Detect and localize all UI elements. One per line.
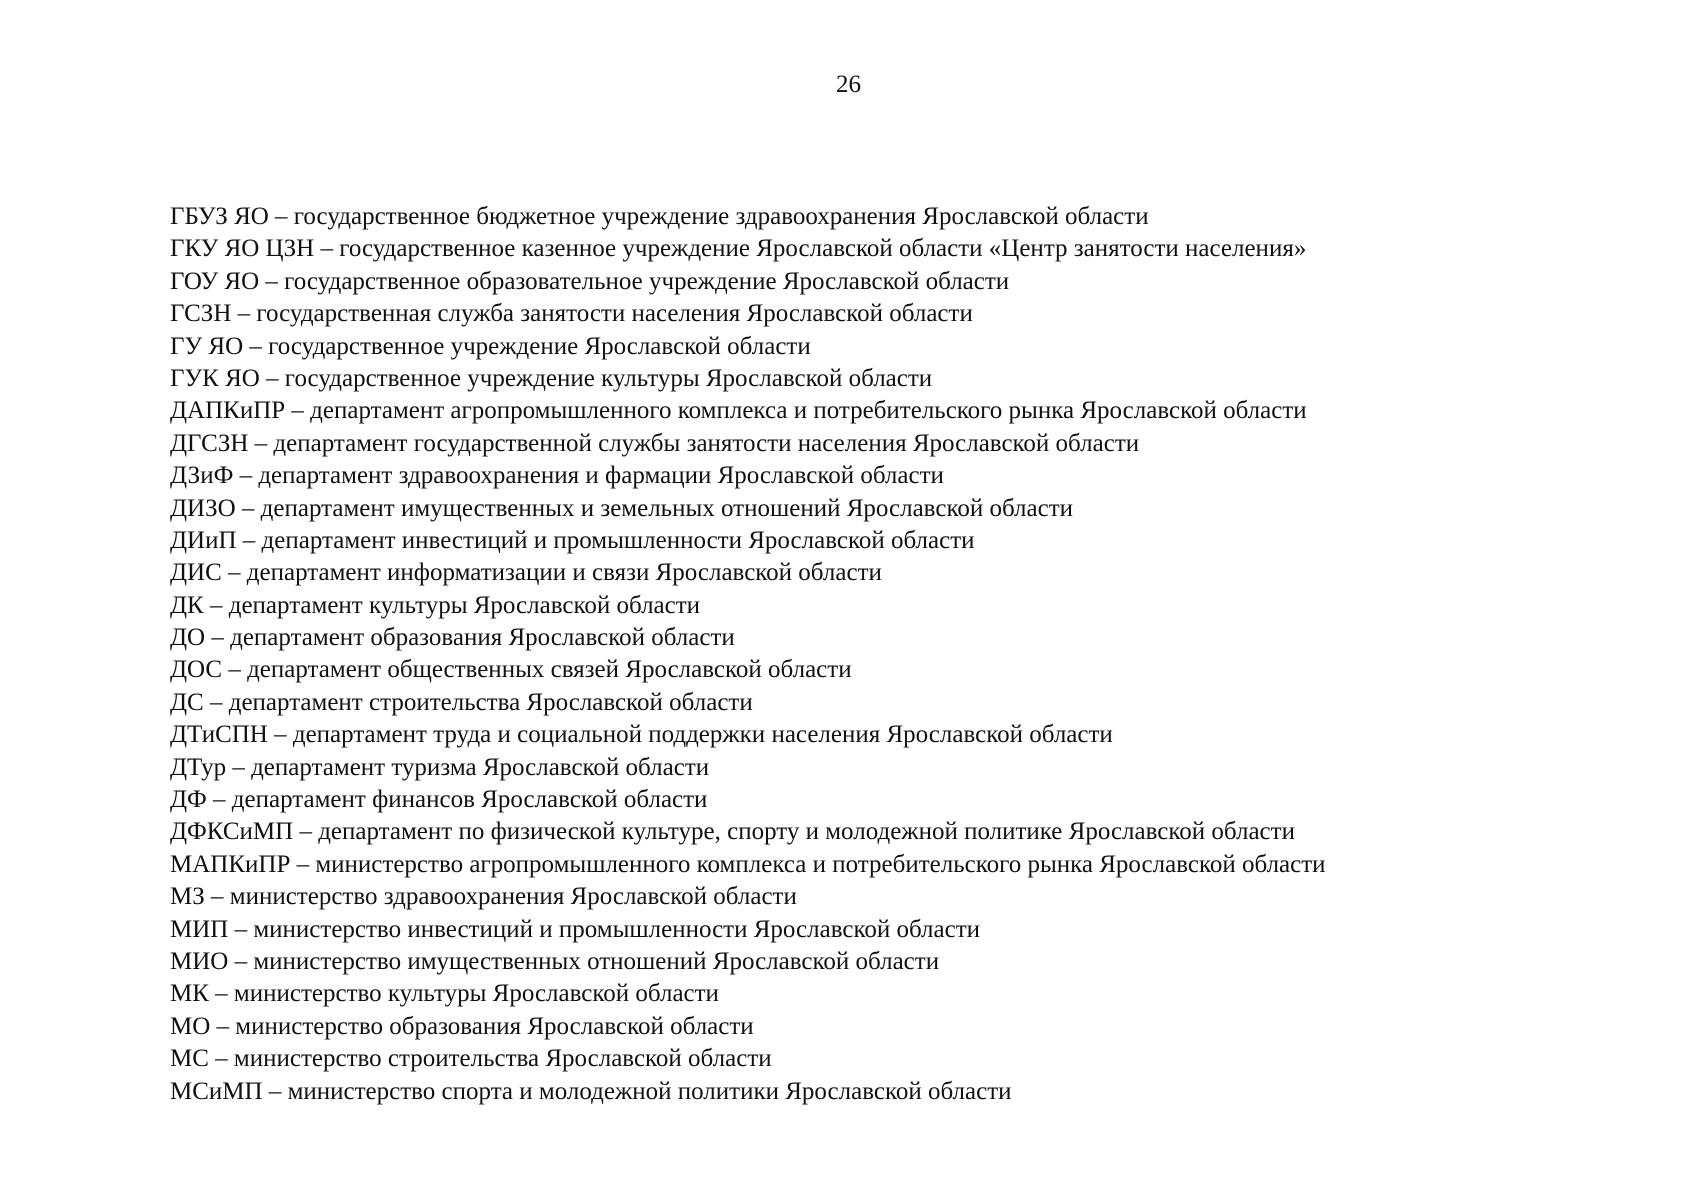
abbreviation-entry: МС – министерство строительства Ярославской области	[170, 1045, 772, 1073]
abbreviation-entry: МЗ – министерство здравоохранения Ярославской области	[170, 883, 797, 911]
abbreviation-entry: ДС – департамент строительства Ярославской области	[170, 688, 753, 716]
abbreviation-entry: ДИиП – департамент инвестиций и промышленности Ярославской области	[170, 526, 975, 554]
abbreviation-entry: ДГСЗН – департамент государственной службы занятости населения Ярославской области	[170, 429, 1140, 457]
abbreviation-entry: ДОС – департамент общественных связей Ярославской области	[170, 656, 852, 684]
abbreviation-entry: ГОУ ЯО – государственное образовательное учреждение Ярославской области	[170, 267, 1010, 295]
abbreviation-entry: ДИЗО – департамент имущественных и земельных отношений Ярославской области	[170, 494, 1074, 522]
abbreviation-entry: МИП – министерство инвестиций и промышленности Ярославской области	[170, 915, 981, 943]
abbreviation-entry: ДЗиФ – департамент здравоохранения и фармации Ярославской области	[170, 462, 944, 490]
abbreviation-entry: ДТиСПН – департамент труда и социальной поддержки населения Ярославской области	[170, 721, 1113, 749]
abbreviation-entry: ГСЗН – государственная служба занятости населения Ярославской области	[170, 300, 973, 328]
abbreviation-entry: МИО – министерство имущественных отношений Ярославской области	[170, 947, 940, 975]
abbreviation-entry: МК – министерство культуры Ярославской области	[170, 980, 719, 1008]
abbreviation-entry: МСиМП – министерство спорта и молодежной политики Ярославской области	[170, 1077, 1012, 1105]
abbreviation-entry: МАПКиПР – министерство агропромышленного комплекса и потребительского рынка Ярославской области	[170, 850, 1326, 878]
abbreviation-entry: ДФ – департамент финансов Ярославской области	[170, 786, 708, 814]
abbreviation-entry: ДК – департамент культуры Ярославской области	[170, 591, 701, 619]
abbreviation-entry: ГКУ ЯО ЦЗН – государственное казенное учреждение Ярославской области «Центр занятости населения»	[170, 235, 1307, 263]
abbreviation-entry: ГБУЗ ЯО – государственное бюджетное учреждение здравоохранения Ярославской области	[170, 203, 1149, 230]
abbreviation-entry: МО – министерство образования Ярославской области	[170, 1012, 754, 1040]
abbreviation-entry: ГУК ЯО – государственное учреждение культуры Ярославской области	[170, 364, 933, 392]
page-number: 26	[836, 71, 861, 98]
abbreviation-entry: ДО – департамент образования Ярославской области	[170, 624, 735, 652]
abbreviation-entry: ДФКСиМП – департамент по физической культуре, спорту и молодежной политике Ярославской области	[170, 818, 1295, 846]
abbreviation-entry: ДАПКиПР – департамент агропромышленного комплекса и потребительского рынка Ярославской области	[170, 397, 1307, 425]
abbreviation-entry: ГУ ЯО – государственное учреждение Ярославской области	[170, 332, 811, 360]
abbreviation-entry: ДТур – департамент туризма Ярославской области	[170, 753, 710, 781]
abbreviation-list	[170, 201, 1326, 1108]
abbreviation-entry: ДИС – департамент информатизации и связи Ярославской области	[170, 559, 882, 587]
